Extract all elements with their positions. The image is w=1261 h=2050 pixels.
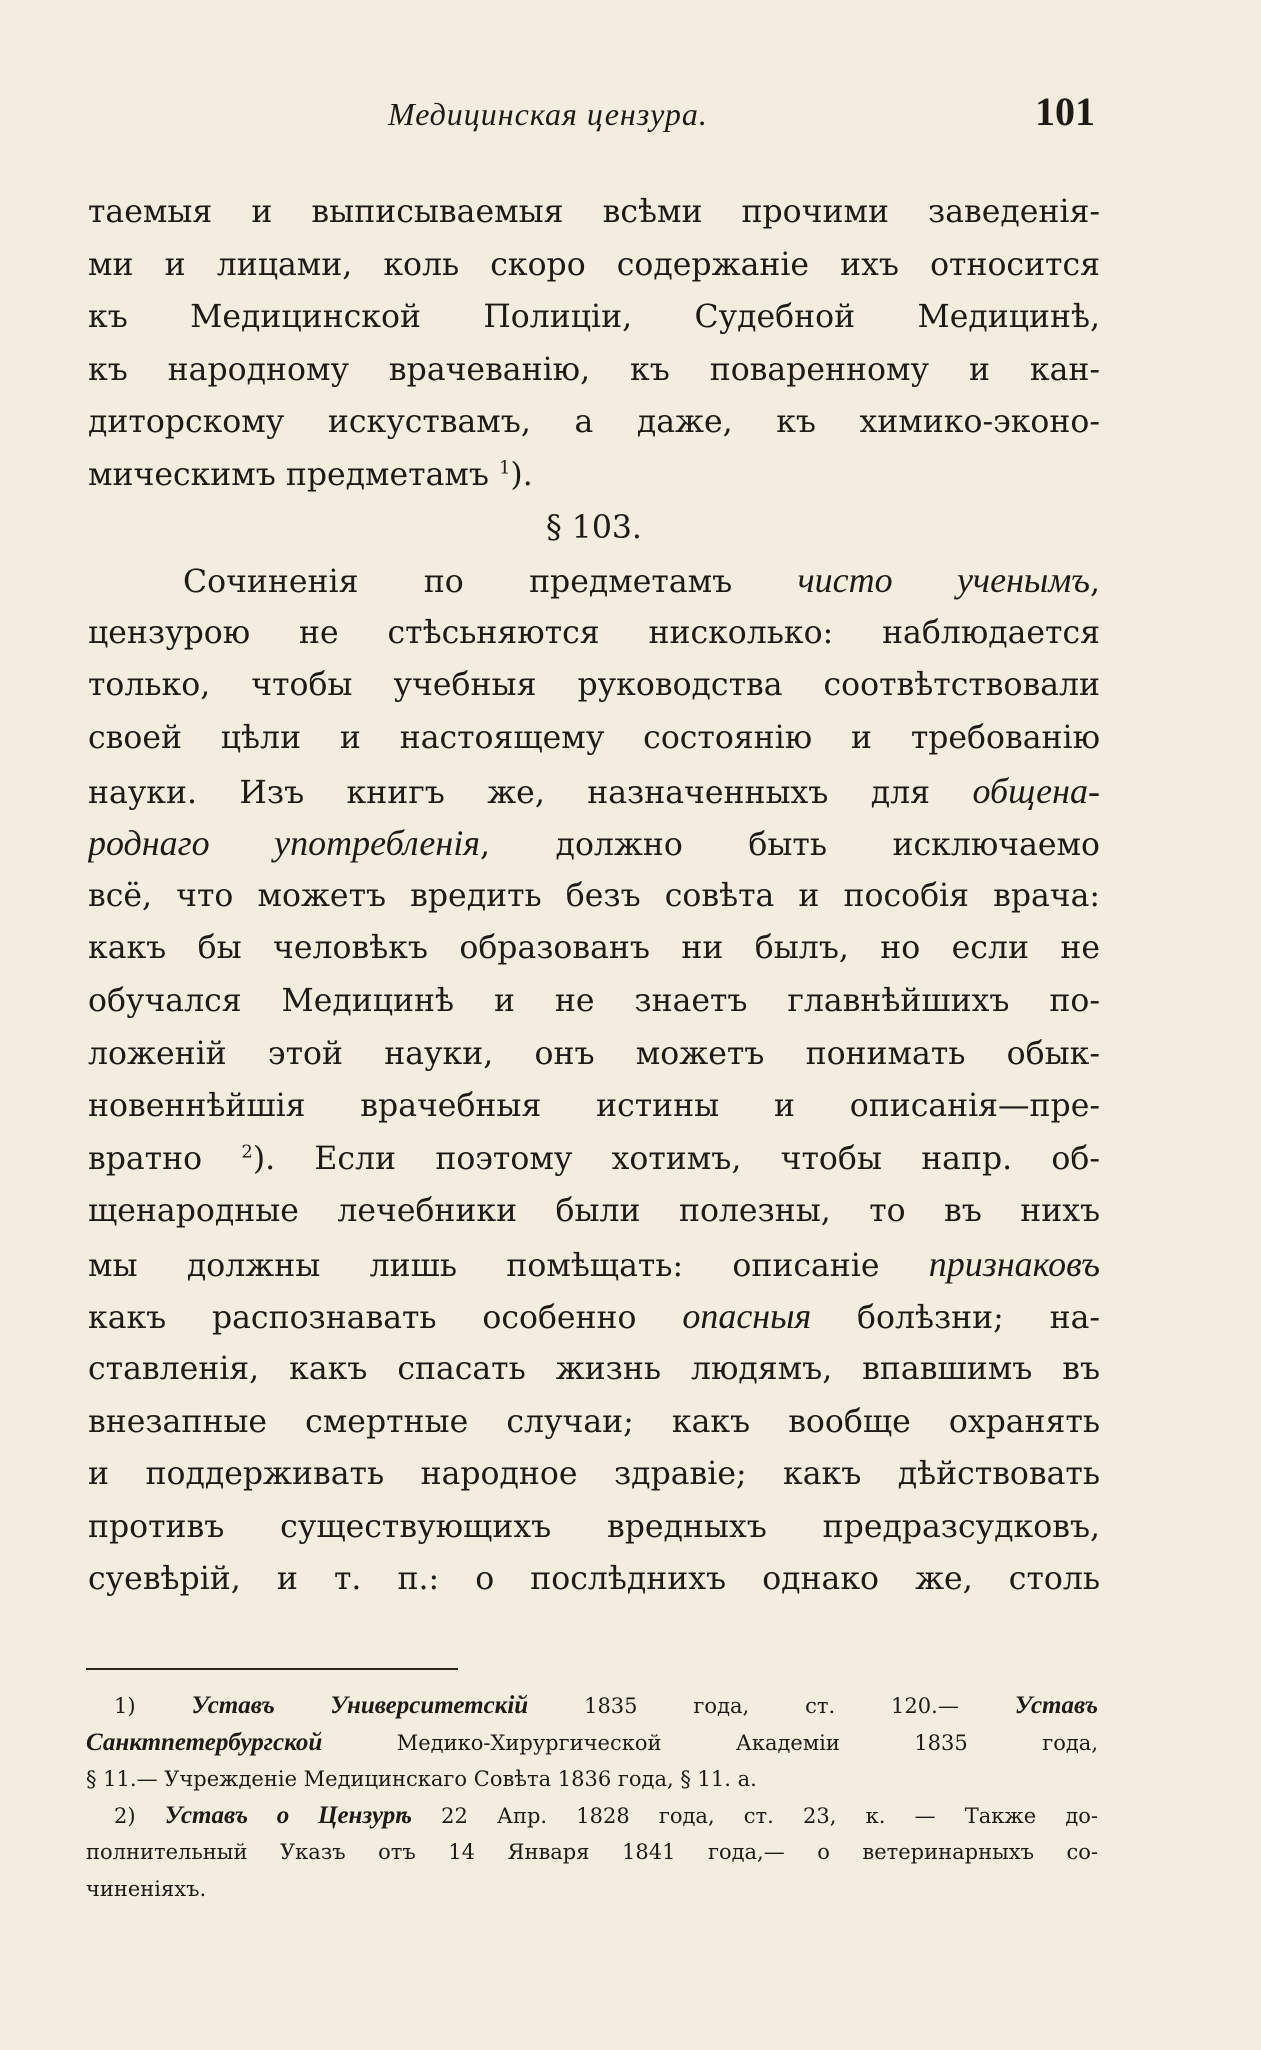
text-line [88, 712, 1100, 765]
text-run: противъ существующихъ вредныхъ предразсудковъ, [88, 1508, 1100, 1545]
footnote-divider [86, 1668, 458, 1670]
text-run: ставленія, какъ спасать жизнь людямъ, впавшимъ въ [88, 1351, 1100, 1388]
italic-text: роднаго употребленія [88, 823, 481, 864]
text-run: новеннѣйшія врачебныя истины и описанія—пре- [88, 1088, 1100, 1125]
text-line [88, 922, 1100, 975]
text-line [88, 1133, 1100, 1186]
footnote-line [86, 1761, 1098, 1798]
text-run: всё, что можетъ вредить безъ совѣта и пособія врача: [88, 877, 1100, 914]
text-run: своей цѣли и настоящему состоянію и требованію [88, 719, 1100, 756]
text-run: таемыя и выписываемыя всѣми прочими заведенія- [88, 194, 1100, 230]
footnote-line [86, 1725, 1098, 1762]
text-run: ложеній этой науки, онъ можетъ понимать обык- [88, 1035, 1100, 1072]
text-run: 1) [114, 1694, 192, 1718]
text-run: Медико-Хирургической Академіи 1835 года, [322, 1730, 1098, 1755]
running-title: Медицинская цензура. [388, 96, 708, 132]
footnote-line [86, 1798, 1098, 1835]
text-run: § 103. [546, 509, 642, 546]
text-run: какъ бы человѣкъ образованъ ни былъ, но если не [88, 930, 1100, 967]
text-run: ). [510, 456, 533, 493]
text-run: внезапные смертные случаи; какъ вообще охранять [88, 1403, 1100, 1440]
section-heading [88, 502, 1100, 555]
text-line [88, 607, 1100, 660]
italic-text: Уставъ [1014, 1692, 1098, 1719]
text-line [88, 1553, 1100, 1606]
footnote-marker: 2 [241, 1141, 253, 1163]
text-line [88, 870, 1100, 923]
italic-text: Санктпетербургской [86, 1728, 323, 1756]
text-run: какъ распознавать особенно [88, 1300, 683, 1337]
text-run: § 11.— Учрежденіе Медицинскаго Совѣта 1836 года, § 11. а. [86, 1767, 757, 1791]
italic-text: опасныя [682, 1296, 812, 1337]
text-run: и поддерживать народное здравіе; какъ дѣйствовать [88, 1456, 1100, 1493]
text-line [88, 765, 1100, 818]
text-run: цензурою не стѣсьняются нисколько: наблюдается [88, 614, 1100, 651]
text-line [88, 1238, 1100, 1291]
text-run: мическимъ предметамъ [88, 456, 499, 493]
text-run: щенародные лечебники были полезны, то въ нихъ [88, 1193, 1100, 1230]
text-run: Сочиненія по предметамъ [183, 564, 798, 601]
text-run: 22 Апр. 1828 года, ст. 23, к. — Также до- [411, 1803, 1098, 1828]
text-run: вратно [88, 1140, 242, 1177]
text-run: 2) [114, 1803, 165, 1828]
text-line [88, 239, 1100, 292]
text-line [88, 449, 1100, 502]
text-line [88, 1501, 1100, 1554]
text-line [88, 659, 1100, 712]
text-run: , должно быть исключаемо [480, 827, 1100, 864]
text-run: полнительный Указъ отъ 14 Января 1841 года,— о ветеринарныхъ со- [86, 1840, 1098, 1864]
text-run: ми и лицами, коль скоро содержаніе ихъ относится [88, 246, 1100, 283]
text-line [88, 1448, 1100, 1501]
text-line [88, 344, 1100, 397]
body-text [88, 186, 1100, 1606]
text-line [88, 975, 1100, 1028]
text-line [88, 1185, 1100, 1238]
text-run: , [1089, 564, 1100, 601]
text-line [88, 396, 1100, 449]
text-line [88, 1290, 1100, 1343]
text-run: чиненіяхъ. [86, 1876, 207, 1901]
italic-text: признаковъ [928, 1243, 1100, 1284]
text-run: къ народному врачеванію, къ поваренному и кан- [88, 351, 1100, 388]
text-run: ). Если поэтому хотимъ, чтобы напр. об- [252, 1140, 1100, 1177]
text-run: только, чтобы учебныя руководства соотвѣтствовали [88, 667, 1100, 704]
text-line [88, 1080, 1100, 1133]
text-run: мы должны лишь помѣщать: описаніе [88, 1247, 929, 1284]
page-number: 101 [1035, 89, 1095, 134]
text-line [88, 1343, 1100, 1396]
footnotes [86, 1688, 1098, 1907]
page-header [0, 89, 1261, 146]
footnote-line [86, 1871, 1098, 1908]
footnote-line [86, 1688, 1098, 1725]
text-run: къ Медицинской Полиціи, Судебной Медицинѣ, [88, 299, 1100, 336]
italic-text: Уставъ Университетскій [191, 1692, 529, 1719]
italic-text: общена- [972, 770, 1100, 811]
text-run: 1835 года, ст. 120.— [528, 1694, 1015, 1718]
text-run: суевѣрій, и т. п.: о послѣднихъ однако же, столь [88, 1561, 1100, 1598]
text-line [88, 1396, 1100, 1449]
text-run: болѣзни; на- [811, 1300, 1100, 1337]
text-line [88, 291, 1100, 344]
footnote-line [86, 1834, 1098, 1871]
text-line [88, 1028, 1100, 1081]
text-run: обучался Медицинѣ и не знаетъ главнѣйшихъ по- [88, 982, 1100, 1019]
footnote-marker: 1 [498, 457, 511, 479]
italic-text: чисто ученымъ [797, 560, 1090, 601]
text-line [88, 554, 1100, 607]
text-line [88, 186, 1100, 239]
text-line [88, 817, 1100, 870]
italic-text: Уставъ о Цензурѣ [164, 1801, 412, 1829]
text-run: диторскому искуствамъ, а даже, къ химико-эконо- [88, 404, 1100, 441]
text-run: науки. Изъ книгъ же, назначенныхъ для [88, 774, 973, 811]
